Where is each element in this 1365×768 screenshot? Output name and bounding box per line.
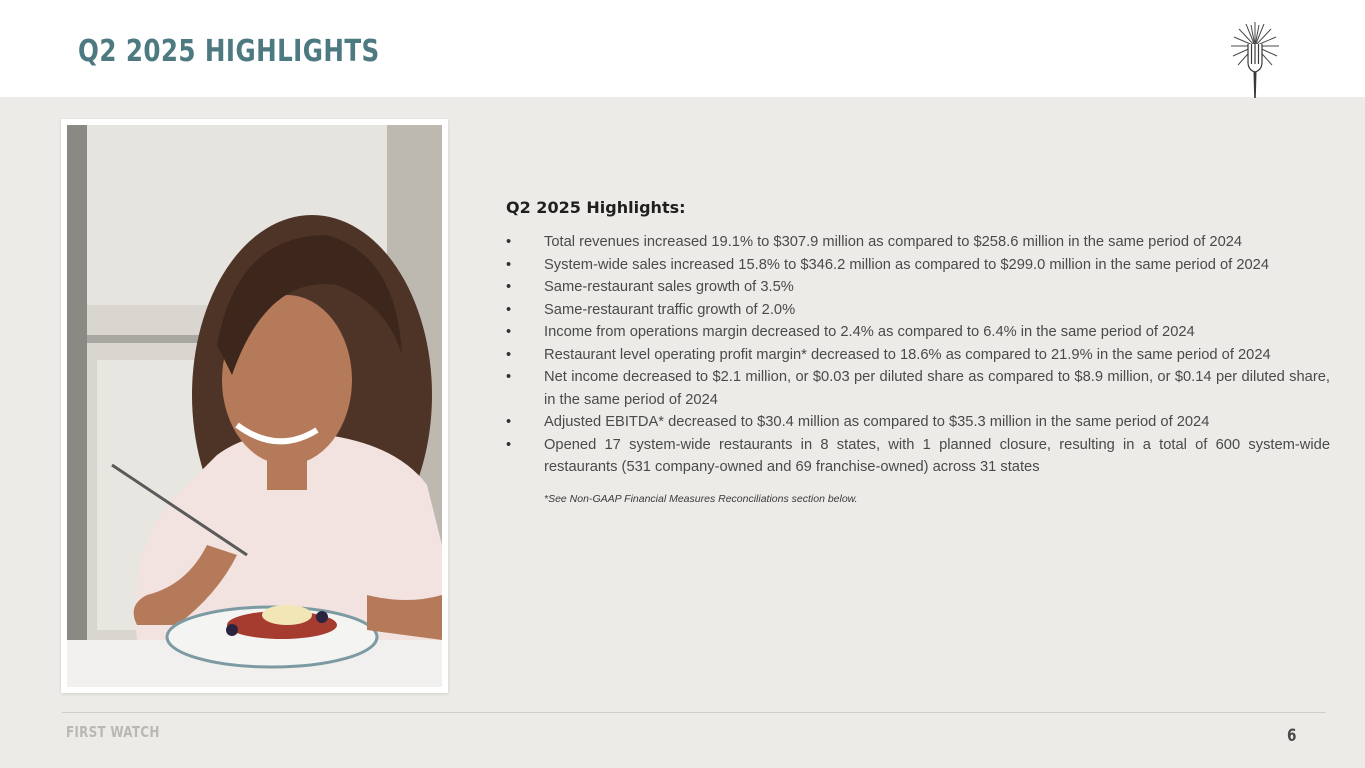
list-item (506, 344, 1330, 367)
list-item-text: Net income decreased to $2.1 million, or $0.03 per diluted share as compared to $8.9 million, or $0.14 per diluted share, in the same period of 2024 (544, 369, 1330, 408)
page-number: 6 (1287, 726, 1297, 746)
list-item (506, 434, 1330, 479)
list-item-text: Restaurant level operating profit margin* decreased to 18.6% as compared to 21.9% in the same period of 2024 (544, 346, 1271, 363)
list-item-text: Total revenues increased 19.1% to $307.9 million as compared to $258.6 million in the same period of 2024 (544, 234, 1243, 250)
slide-header (0, 0, 1365, 97)
list-item-text: Same-restaurant traffic growth of 2.0% (544, 301, 796, 318)
list-item-text: System-wide sales increased 15.8% to $346.2 million as compared to $299.0 million in the same period of 2024 (544, 256, 1269, 273)
list-item-text: Opened 17 system-wide restaurants in 8 states, with 1 planned closure, resulting in a total of 600 system-wide restaurants (531 company-owned and 69 franchise-owned) across 31 states (544, 436, 1330, 475)
footnote: *See Non-GAAP Financial Measures Reconciliations section below. (544, 492, 858, 505)
bullet-icon: • (506, 256, 512, 273)
page-title: Q2 2025 HIGHLIGHTS (78, 34, 380, 69)
woman-eating-photo (67, 125, 442, 687)
bullet-icon: • (506, 234, 512, 250)
bullet-icon: • (506, 279, 512, 295)
footer-brand: FIRST WATCH (66, 723, 160, 741)
list-item (506, 299, 1330, 322)
bullet-icon: • (506, 369, 512, 385)
list-item (506, 321, 1330, 344)
highlights-section (506, 198, 1330, 505)
list-item (506, 366, 1330, 411)
bullet-icon: • (506, 301, 512, 318)
section-heading: Q2 2025 Highlights: (506, 198, 686, 217)
bullet-icon: • (506, 324, 512, 340)
list-item (506, 411, 1330, 434)
list-item-text: Same-restaurant sales growth of 3.5% (544, 279, 794, 295)
bullet-icon: • (506, 346, 512, 363)
list-item-text: Adjusted EBITDA* decreased to $30.4 million as compared to $35.3 million in the same period of 2024 (544, 414, 1210, 430)
list-item-text: Income from operations margin decreased to 2.4% as compared to 6.4% in the same period of 2024 (544, 324, 1195, 340)
list-item (506, 254, 1330, 277)
bullet-icon: • (506, 414, 512, 430)
footer-divider (62, 712, 1326, 713)
list-item (506, 231, 1330, 254)
fork-burst-icon (1226, 20, 1284, 100)
bullet-icon: • (506, 436, 512, 453)
highlights-list (506, 231, 1330, 479)
photo-frame (61, 119, 448, 693)
list-item (506, 276, 1330, 299)
